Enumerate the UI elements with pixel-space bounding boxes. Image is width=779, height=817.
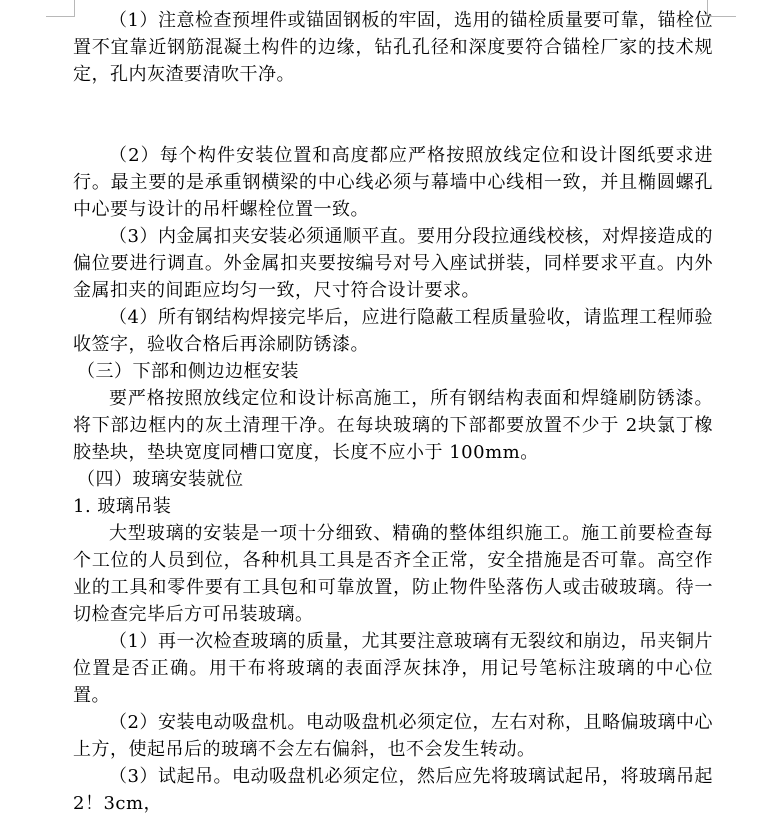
paragraph-9: （3）试起吊。电动吸盘机必须定位，然后应先将玻璃试起吊，将玻璃吊起 2！3cm， <box>73 766 713 814</box>
subsection-heading-1: 1. 玻璃吊装 <box>73 496 172 517</box>
paragraph-2: （2）每个构件安装位置和高度都应严格按照放线定位和设计图纸要求进行。最主要的是承重钢横梁的中心线必须与幕墙中心线相一致，并且椭圆螺孔中心要与设计的吊杆螺栓位置一致。 <box>73 145 713 220</box>
paragraph-1: （1）注意检查预埋件或锚固钢板的牢固，选用的锚栓质量要可靠，锚栓位置不宜靠近钢筋混凝土构件的边缘，钻孔孔径和深度要符合锚栓厂家的技术规定，孔内灰渣要清吹干净。 <box>73 10 713 85</box>
paragraph-5: 要严格按照放线定位和设计标高施工，所有钢结构表面和焊缝刷防锈漆。将下部边框内的灰土清理干净。在每块玻璃的下部都要放置不少于 2块氯丁橡胶垫块，垫块宽度同槽口宽度，长度不应小于 100mm。 <box>73 388 713 463</box>
paragraph-3: （3）内金属扣夹安装必须通顺平直。要用分段拉通线校核，对焊接造成的偏位要进行调直。外金属扣夹要按编号对号入座试拼装，同样要求平直。内外金属扣夹的间距应均匀一致，尺寸符合设计要求。 <box>73 226 713 301</box>
paragraph-gap <box>73 88 713 142</box>
paragraph-6: 大型玻璃的安装是一项十分细致、精确的整体组织施工。施工前要检查每个工位的人员到位，各种机具工具是否齐全正常，安全措施是否可靠。高空作业的工具和零件要有工具包和可靠放置，防止物件坠落伤人或击破玻璃。待一切检查完毕后方可吊装玻璃。 <box>73 523 713 625</box>
paragraph-8: （2）安装电动吸盘机。电动吸盘机必须定位，左右对称，且略偏玻璃中心上方，使起吊后的玻璃不会左右偏斜，也不会发生转动。 <box>73 712 713 760</box>
paragraph-7: （1）再一次检查玻璃的质量，尤其要注意玻璃有无裂纹和崩边，吊夹铜片位置是否正确。用干布将玻璃的表面浮灰抹净，用记号笔标注玻璃的中心位置。 <box>73 631 713 706</box>
section-heading-3: （三）下部和侧边边框安装 <box>77 361 299 382</box>
document-body <box>73 7 713 817</box>
paragraph-4: （4）所有钢结构焊接完毕后，应进行隐蔽工程质量验收，请监理工程师验收签字，验收合格后再涂刷防锈漆。 <box>73 307 713 355</box>
section-heading-4: （四）玻璃安装就位 <box>77 469 244 490</box>
page-corner-mark-left <box>46 0 75 17</box>
